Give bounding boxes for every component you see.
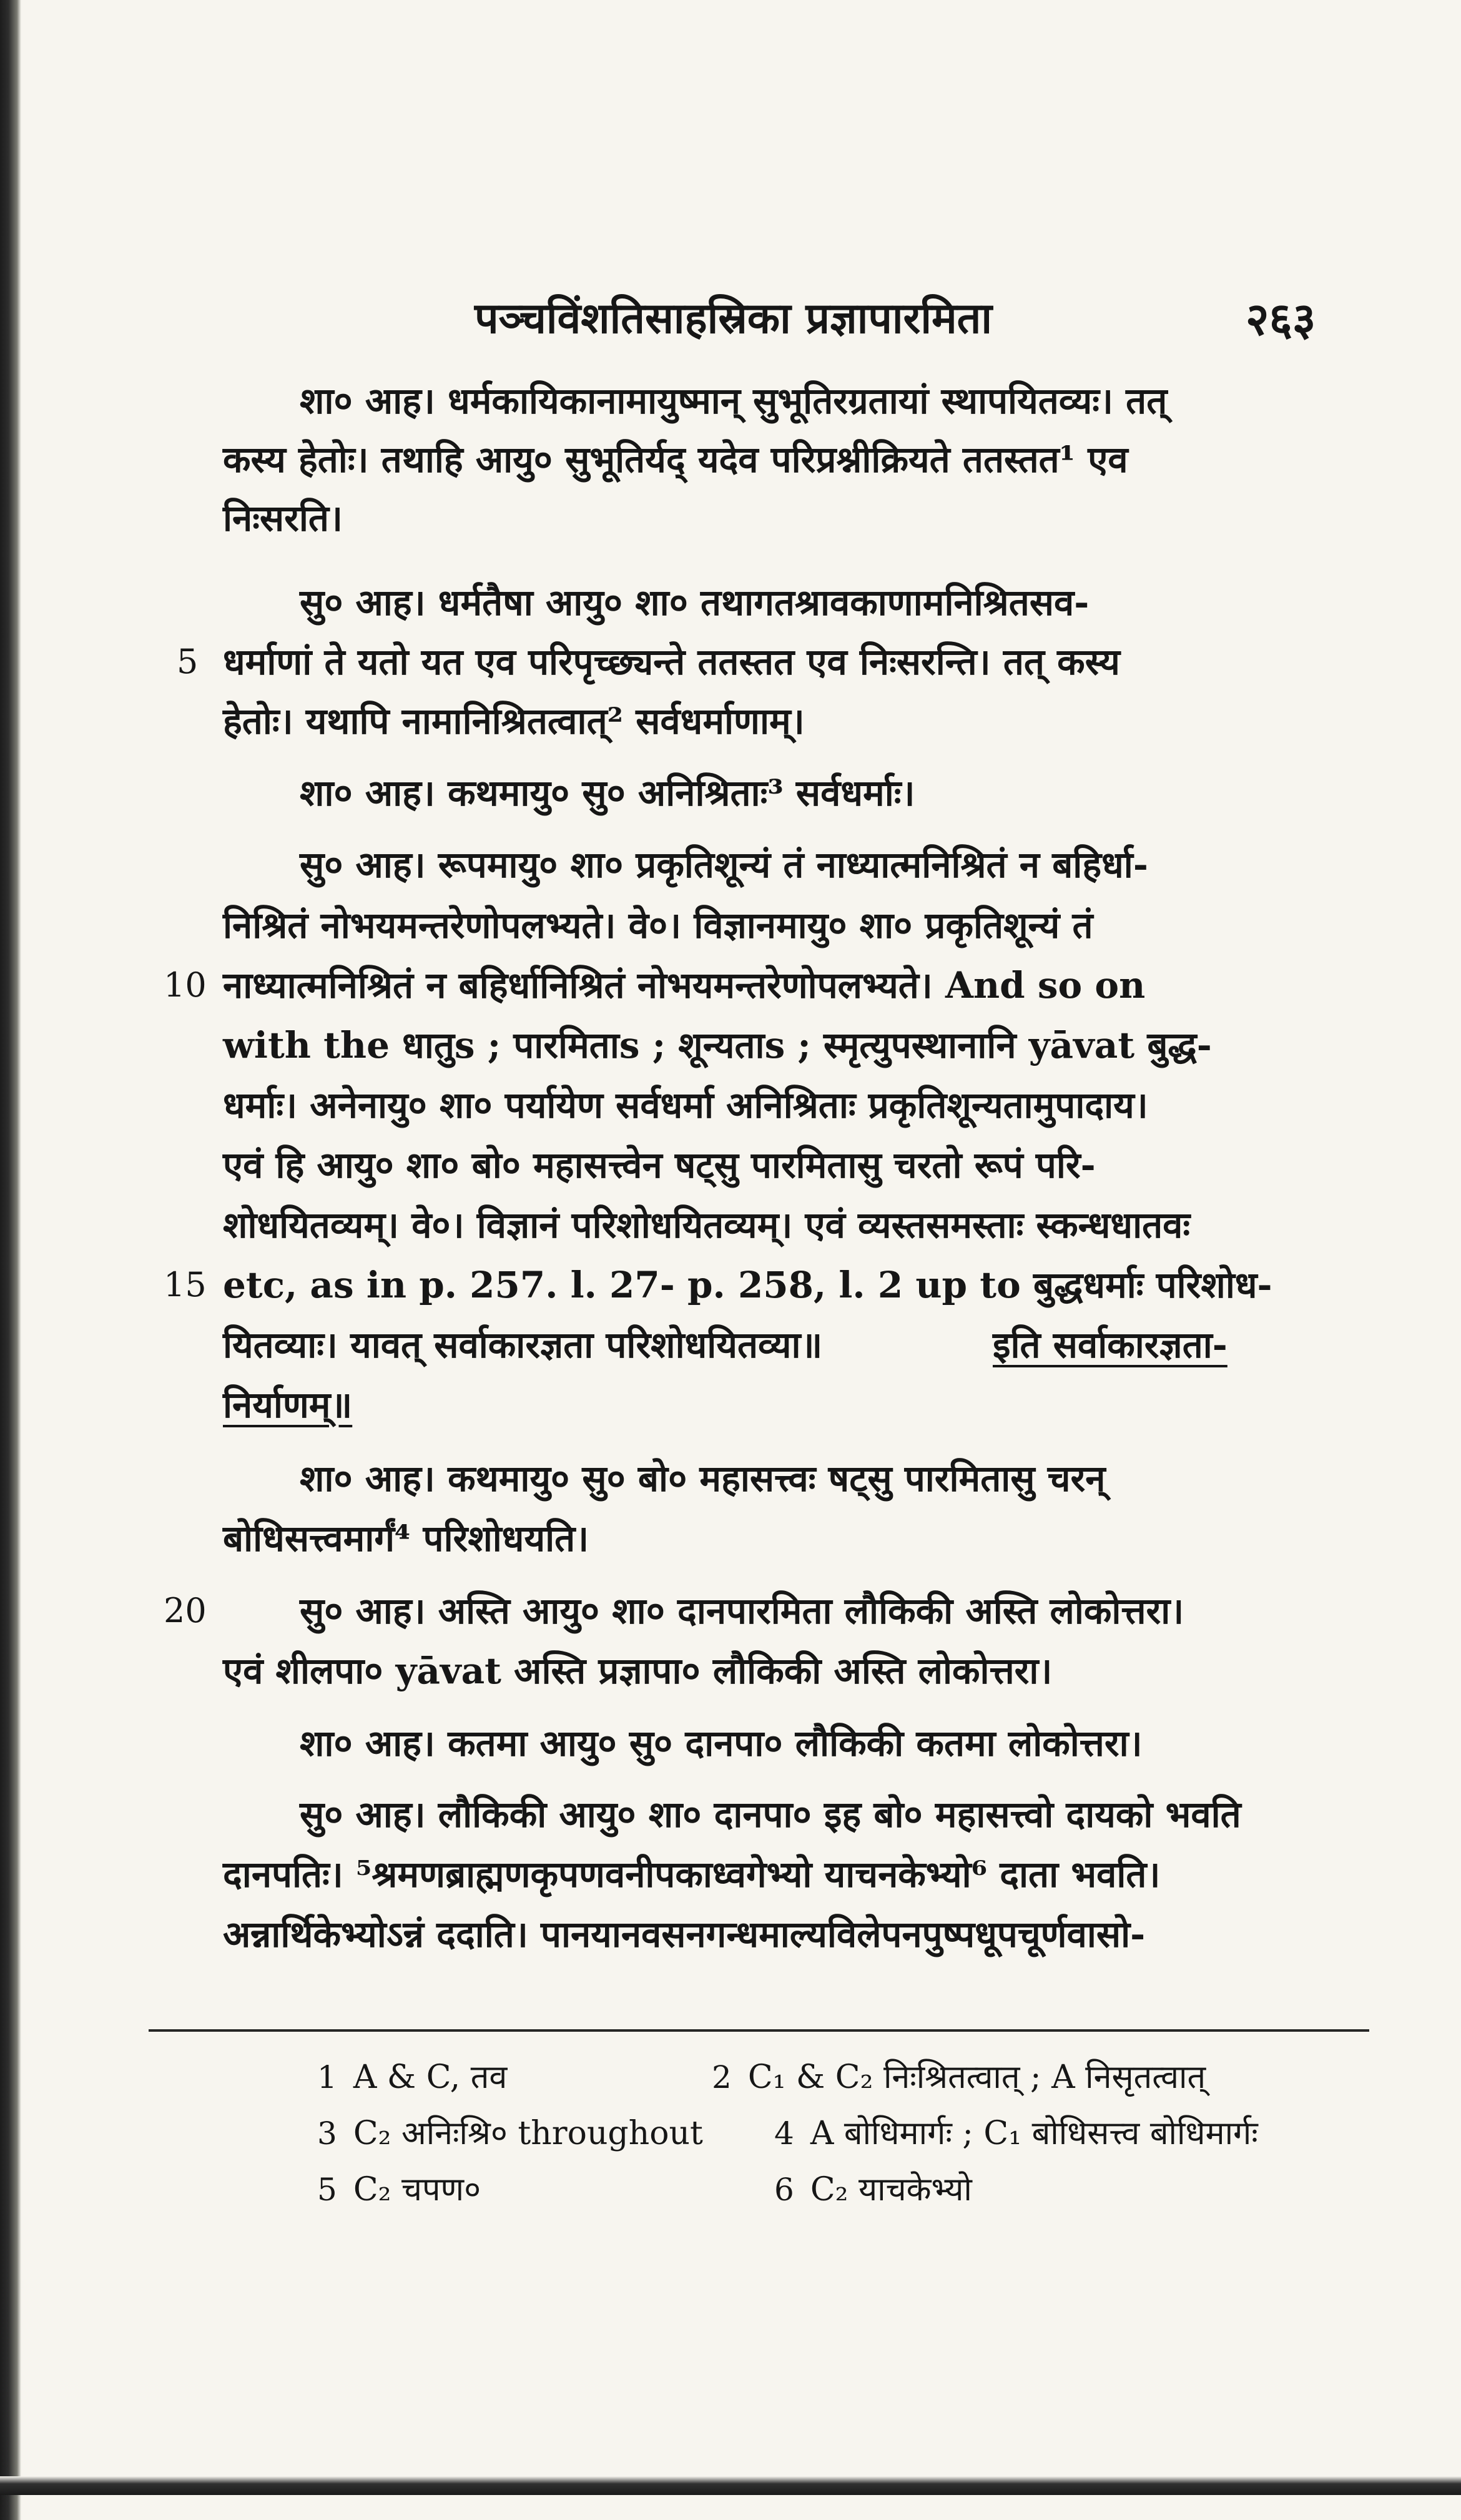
line-number: 10 [164,965,207,1005]
footnote-number: 5 [317,2172,337,2208]
text-line: शा० आह। कथमायु० सु० अनिश्रिताः³ सर्वधर्माः। [300,772,915,814]
footnote-number: 6 [774,2172,794,2208]
footnote-text: C₁ & C₂ निःश्रितत्वात् ; A निसृतत्वात् [747,2059,1206,2096]
footnote-text: C₂ चपण० [353,2171,481,2208]
text-line: धर्माणां ते यतो यत एव परिपृच्छ्यन्ते ततस्तत एव निःसरन्ति। तत् कस्य [223,641,1120,683]
text-line: with the धातुs ; पारमिताs ; शून्यताs ; स्मृत्युपस्थानानि yāvat बुद्ध- [223,1024,1212,1066]
footnote-number: 4 [774,2115,794,2152]
text-line: नाध्यात्मनिश्रितं न बहिर्धानिश्रितं नोभयमन्तरेणोपलभ्यते। And so on [223,964,1146,1007]
text-line: शा० आह। कथमायु० सु० बो० महासत्त्वः षट्सु पारमितासु चरन् [300,1457,1106,1500]
footnote-text: C₂ याचकेभ्यो [810,2171,972,2208]
line-number: 5 [177,642,199,681]
colophon-heading: इति सर्वाकारज्ञता- [993,1324,1227,1366]
footnote-text: A बोधिमार्गः ; C₁ बोधिसत्त्व बोधिमार्गः [810,2115,1258,2152]
footnote-number: 2 [712,2059,732,2095]
footnote [712,2049,1206,2105]
footnote [317,2162,481,2218]
text-line: दानपतिः। ⁵श्रमणब्राह्मणकृपणवनीपकाध्वगेभ्यो याचनकेभ्यो⁶ दाता भवति। [223,1853,1161,1896]
book-spine-shadow [0,0,21,2520]
text-line: शा० आह। धर्मकायिकानामायुष्मान् सुभूतिरग्रतायां स्थापयितव्यः। तत् [300,380,1168,422]
text-line: सु० आह। रूपमायु० शा० प्रकृतिशून्यं तं नाध्यात्मनिश्रितं न बहिर्धा- [300,844,1148,886]
footnote [774,2105,1258,2162]
text-line: एवं शीलपा० yāvat अस्ति प्रज्ञापा० लौकिकी अस्ति लोकोत्तरा। [223,1650,1053,1692]
text-line: सु० आह। अस्ति आयु० शा० दानपारमिता लौकिकी अस्ति लोकोत्तरा। [300,1590,1184,1632]
footnote-text: A & C, तव [353,2059,508,2096]
line-number: 15 [164,1265,207,1304]
text-line: सु० आह। लौकिकी आयु० शा० दानपा० इह बो० महासत्त्वो दायको भवति [300,1793,1241,1836]
text-line: शोधयितव्यम्। वे०। विज्ञानं परिशोधयितव्यम्। एवं व्यस्तसमस्ताः स्कन्धधातवः [223,1204,1191,1246]
text-line: धर्माः। अनेनायु० शा० पर्यायेण सर्वधर्मा अनिश्रिताः प्रकृतिशून्यतामुपादाय। [223,1084,1148,1126]
text-line: कस्य हेतोः। तथाहि आयु० सुभूतिर्यद् यदेव परिप्रश्नीक्रियते ततस्तत¹ एव [223,438,1128,481]
footnote [774,2162,972,2218]
line-number: 20 [164,1591,207,1630]
footnote-number: 3 [317,2115,337,2152]
colophon-heading-end: निर्याणम्॥ [223,1384,353,1426]
footnote-divider [149,2029,1369,2032]
running-title: पञ्चविंशतिसाहस्रिका प्रज्ञापारमिता [475,293,992,343]
text-line: एवं हि आयु० शा० बो० महासत्त्वेन षट्सु पारमितासु चरतो रूपं परि- [223,1144,1096,1186]
text-line: बोधिसत्त्वमार्गं⁴ परिशोधयति। [223,1517,589,1560]
page-number: २६३ [1246,292,1316,345]
page-header [0,287,1461,356]
text-line: शा० आह। कतमा आयु० सु० दानपा० लौकिकी कतमा लोकोत्तरा। [300,1722,1143,1764]
page-bottom-shadow [0,2476,1461,2495]
text-line: सु० आह। धर्मतैषा आयु० शा० तथागतश्रावकाणामनिश्रितसव- [300,581,1090,624]
footnote-number: 1 [317,2059,337,2095]
footnote [317,2105,703,2162]
text-line: निःसरति। [223,497,343,539]
footnote [317,2049,507,2105]
footnote-text: C₂ अनिःश्रि० throughout [353,2115,703,2152]
text-line: etc, as in p. 257. l. 27- p. 258, l. 2 up to बुद्धधर्माः परिशोध- [223,1264,1272,1306]
text-line: हेतोः। यथापि नामानिश्रितत्वात्² सर्वधर्माणाम्। [223,700,805,742]
text-line: अन्नार्थिकेभ्योऽन्नं ददाति। पानयानवसनगन्धमाल्यविलेपनपुष्पधूपचूर्णवासो- [223,1913,1146,1956]
text-line: निश्रितं नोभयमन्तरेणोपलभ्यते। वे०। विज्ञानमायु० शा० प्रकृतिशून्यं तं [223,904,1093,947]
text-line: यितव्याः। यावत् सर्वाकारज्ञता परिशोधयितव्या॥ [223,1324,823,1366]
